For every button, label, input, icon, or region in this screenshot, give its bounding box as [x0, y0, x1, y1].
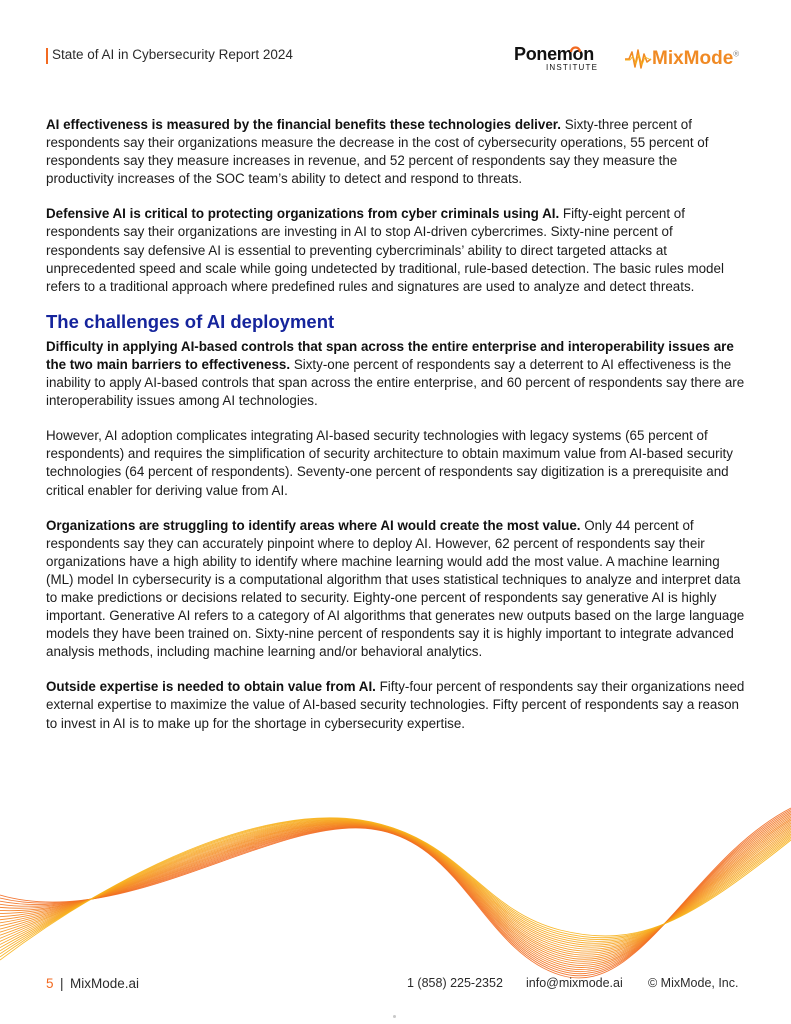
wave-line — [0, 814, 791, 969]
paragraph-text: Only 44 percent of respondents say they can accurately pinpoint where to deploy AI. However, 62 percent of respondents say their organizations have a high ability to identify where machine learning would add the most value. A machine learning (ML) model In cybersecurity is a computational algorithm that uses statistical techniques to analyze and interpret data to make predictions or decisions related to security. Eighty-one percent of respondents say generative AI is highly important. Generative AI refers to a category of AI algorithms that generates new outputs based on the large language models they have been trained on. Sixty-nine percent of respondents say it is highly important to integrate advanced analysis methods, including machine learning and/or behavioral analytics. — [46, 517, 745, 660]
mixmode-logo-text: MixMode® — [652, 48, 740, 69]
wave-line — [0, 816, 791, 968]
paragraph-legacy-systems: However, AI adoption complicates integrating AI-based security technologies with legacy systems (65 percent of respondents) and requires the simplification of security architecture to obtain maximum value from AI-based security technologies (64 percent of respondents). Seventy-one percent of respondents say digitization is a prerequisite and critical enabler for deriving value from AI. — [46, 428, 733, 498]
paragraph-barriers — [46, 338, 746, 410]
mixmode-wave-icon — [624, 48, 652, 70]
wave-line — [0, 820, 791, 951]
header-accent-bar — [46, 48, 48, 64]
report-body — [46, 116, 746, 750]
ponemon-logo-subtitle: INSTITUTE — [546, 63, 599, 72]
paragraph-text: Fifty-eight percent of respondents say their organizations are investing in AI to stop AI-driven cybercrimes. Sixty-nine percent of respondents say defensive AI is essential to preventing cybercriminals’ ability to direct targeted attacks at unprecedented speed and scale while going undetected by traditional, rule-based detection. The basic rules model refers to a traditional approach where predefined rules and signatures are used to analyze and detect threats. — [46, 206, 724, 294]
mixmode-logo — [624, 46, 748, 74]
ponemon-logo-text: Ponemon — [514, 44, 594, 64]
decorative-wave-graphic — [0, 800, 791, 980]
paragraph-outside-expertise — [46, 678, 746, 732]
paragraph-text: Fifty-four percent of respondents say their organizations need external expertise to maximize the value of AI-based security technologies. Fifty percent of respondents say a reason to invest in AI is to make up for the shortage in cybersecurity expertise. — [46, 679, 745, 731]
report-title: State of AI in Cybersecurity Report 2024 — [52, 47, 293, 62]
footer-separator: | — [60, 976, 64, 991]
paragraph-defensive-ai — [46, 205, 746, 295]
paragraph-lead: Organizations are struggling to identify areas where AI would create the most value. — [46, 517, 581, 533]
ponemon-logo — [514, 44, 610, 74]
footer-copyright: © MixMode, Inc. — [648, 976, 739, 990]
ponemon-logo-mark-icon — [570, 45, 581, 56]
paragraph-ai-value-areas — [46, 517, 746, 662]
paragraph-lead: Outside expertise is needed to obtain value from AI. — [46, 679, 376, 695]
footer-website: MixMode.ai — [70, 976, 140, 991]
footer-phone: 1 (858) 225-2352 — [407, 976, 503, 990]
paragraph-ai-effectiveness — [46, 116, 746, 188]
paragraph-text: Sixty-one percent of respondents say a deterrent to AI effectiveness is the inability to apply AI-based controls that span across the entire enterprise, and 60 percent of respondents say there are interoperability issues among AI technologies. — [46, 356, 745, 409]
page-footer — [46, 976, 746, 996]
page-number: 5 — [46, 976, 54, 991]
paragraph-lead: Defensive AI is critical to protecting organizations from cyber criminals using AI. — [46, 206, 560, 222]
page-dot — [393, 1015, 396, 1018]
footer-email: info@mixmode.ai — [526, 976, 623, 990]
section-heading: The challenges of AI deployment — [46, 310, 335, 332]
paragraph-text: Sixty-three percent of respondents say their organizations measure the decrease in the cost of cybersecurity operations, 55 percent of respondents say they measure increases in revenue, and 52 percent of respondents say they measure the productivity increases of the SOC team’s ability to detect and respond to threats. — [46, 117, 709, 187]
page-header — [46, 46, 746, 76]
paragraph-lead: AI effectiveness is measured by the financial benefits these technologies deliver. — [46, 117, 561, 132]
paragraph-lead: Difficulty in applying AI-based controls that span across the entire enterprise and interoperability issues are the two main barriers to effectiveness. — [46, 338, 734, 372]
